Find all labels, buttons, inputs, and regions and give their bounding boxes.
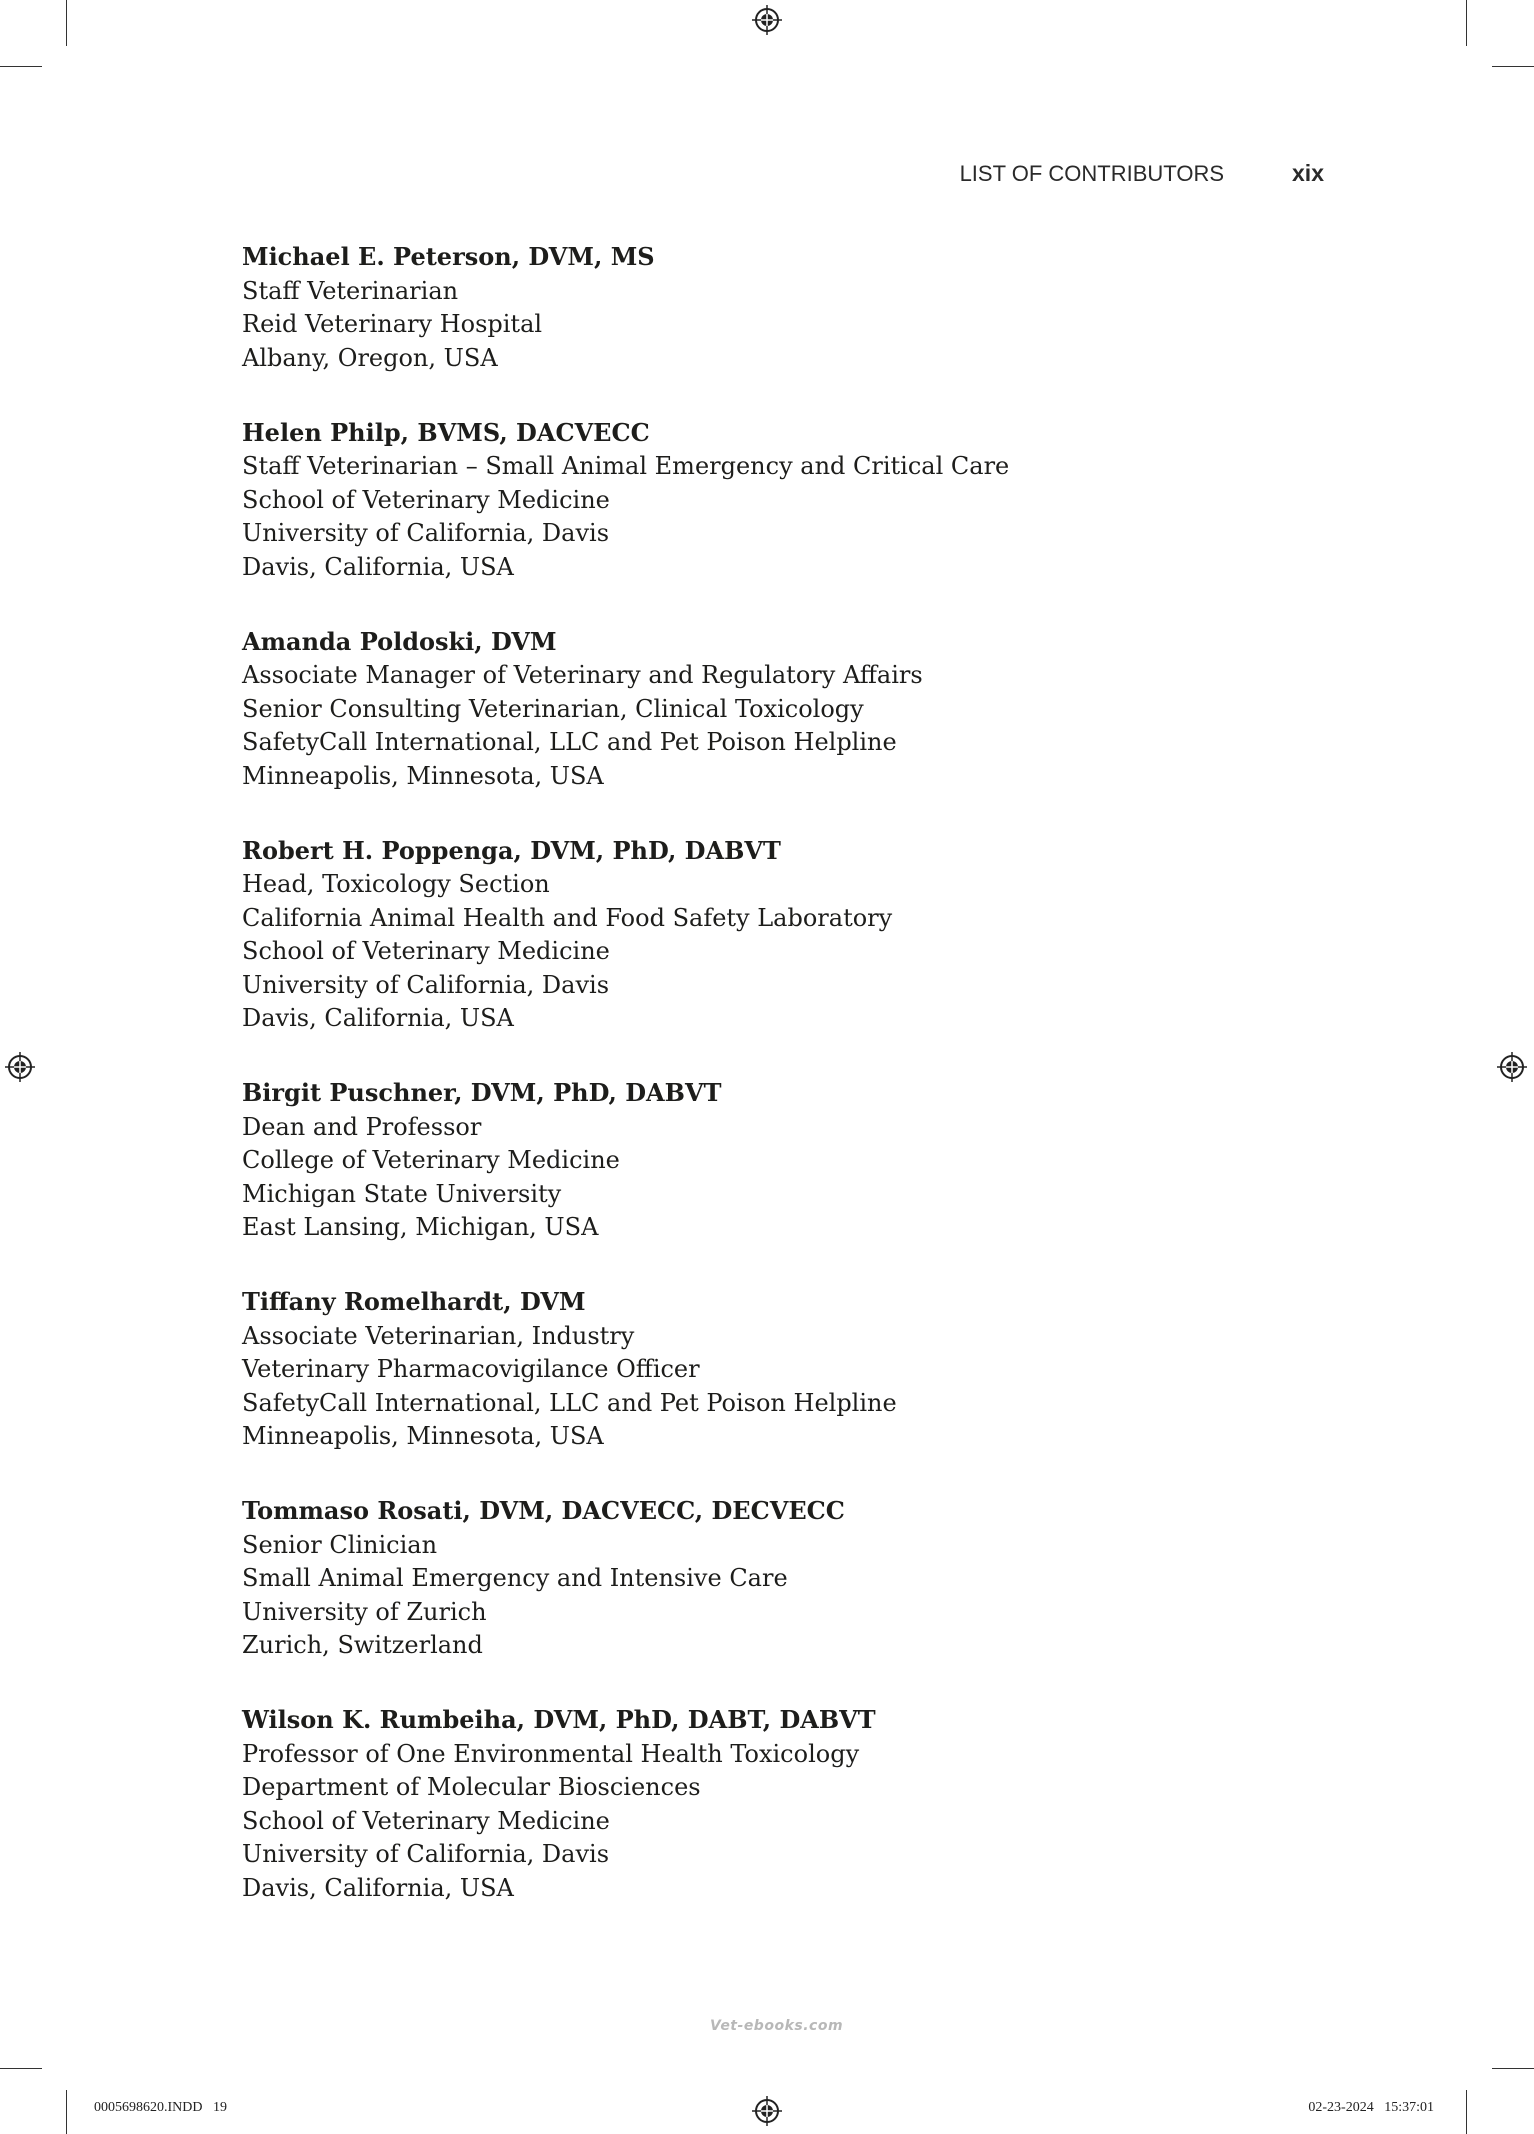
contributor-credentials: , DVM [474, 626, 557, 656]
affiliation-line: Staff Veterinarian – Small Animal Emergency and Critical Care [242, 452, 1010, 480]
contributor-credentials: , DVM, PhD, DABVT [513, 835, 781, 865]
contributor-entry [242, 1285, 1009, 1454]
affiliation-line: Associate Veterinarian, Industry [242, 1321, 635, 1350]
contributor-credentials: , BVMS, DACVECC [400, 417, 650, 447]
contributor-name: Wilson K. Rumbeiha [242, 1705, 517, 1734]
affiliation-line: SafetyCall International, LLC and Pet Poison Helpline [242, 728, 897, 756]
contributor-heading [242, 834, 1009, 869]
contributor-name: Michael E. Peterson [242, 242, 512, 271]
affiliation-line: California Animal Health and Food Safety Laboratory [242, 903, 893, 932]
crop-mark [0, 2068, 42, 2069]
contributor-credentials: , DVM, MS [511, 242, 655, 271]
slug-timestamp: 02-23-2024 15:37:01 [1308, 2100, 1434, 2115]
crop-mark [1466, 2090, 1467, 2134]
affiliation-line: Veterinary Pharmacovigilance Officer [242, 1355, 700, 1383]
affiliation-line: University of California, Davis [242, 519, 610, 547]
affiliation-line: Michigan State University [242, 1179, 562, 1208]
affiliation-line: Dean and Professor [242, 1112, 482, 1141]
affiliation-line: Reid Veterinary Hospital [242, 310, 543, 338]
affiliation-line: School of Veterinary Medicine [242, 1806, 610, 1835]
contributor-credentials: , DVM [503, 1287, 586, 1316]
affiliation-line: Professor of One Environmental Health Toxicology [242, 1739, 860, 1768]
crop-mark [0, 66, 42, 67]
affiliation-line: Associate Manager of Veterinary and Regulatory Affairs [242, 661, 923, 689]
contributor-name: Helen Philp [242, 417, 401, 447]
affiliation-line: Davis, California, USA [242, 1873, 514, 1902]
watermark: Vet-ebooks.com [710, 2018, 844, 2034]
section-title: LIST OF CONTRIBUTORS [959, 161, 1225, 186]
affiliation-line: University of Zurich [242, 1597, 487, 1626]
affiliation-line: University of California, Davis [242, 970, 610, 999]
contributor-entry [242, 1494, 1009, 1663]
affiliation-line: University of California, Davis [242, 1840, 610, 1868]
affiliation-line: Senior Clinician [242, 1530, 438, 1559]
affiliation-line: Davis, California, USA [242, 552, 514, 581]
registration-mark-icon [752, 2096, 782, 2126]
contributor-heading [242, 1494, 1009, 1529]
contributor-list [242, 240, 1009, 1946]
affiliation-line: Department of Molecular Biosciences [242, 1773, 701, 1801]
contributor-entry [242, 625, 1009, 794]
contributor-heading [242, 1076, 1009, 1111]
affiliation-line: Minneapolis, Minnesota, USA [242, 761, 604, 790]
registration-mark-icon [5, 1052, 35, 1082]
contributor-name: Amanda Poldoski [242, 626, 475, 656]
crop-mark [1492, 2068, 1534, 2069]
crop-mark [66, 2090, 67, 2134]
affiliation-line: SafetyCall International, LLC and Pet Poison Helpline [242, 1388, 897, 1417]
contributor-name: Birgit Puschner [242, 1078, 455, 1107]
registration-mark-icon [1497, 1052, 1527, 1082]
contributor-credentials: , DVM, DACVECC, DECVECC [462, 1496, 845, 1525]
running-header [960, 160, 1324, 187]
affiliation-line: Zurich, Switzerland [242, 1631, 483, 1659]
contributor-credentials: , DVM, PhD, DABVT [454, 1078, 722, 1107]
contributor-name: Tommaso Rosati [242, 1496, 463, 1525]
contributor-heading [242, 240, 1009, 275]
contributor-entry [242, 240, 1009, 375]
contributor-heading [242, 625, 1009, 660]
affiliation-line: Small Animal Emergency and Intensive Care [242, 1564, 788, 1592]
contributor-credentials: , DVM, PhD, DABT, DABVT [516, 1705, 876, 1734]
affiliation-line: Senior Consulting Veterinarian, Clinical Toxicology [242, 694, 864, 723]
affiliation-line: Staff Veterinarian [242, 276, 459, 305]
contributor-heading [242, 1703, 1009, 1738]
contributor-heading [242, 1285, 1009, 1320]
contributor-name: Tiffany Romelhardt [242, 1287, 504, 1316]
contributor-entry [242, 416, 1009, 585]
contributor-entry [242, 1076, 1009, 1245]
affiliation-line: Minneapolis, Minnesota, USA [242, 1422, 604, 1450]
slug-file: 0005698620.INDD 19 [94, 2100, 227, 2115]
contributor-name: Robert H. Poppenga [242, 835, 514, 865]
registration-mark-icon [752, 5, 782, 35]
affiliation-line: East Lansing, Michigan, USA [242, 1213, 599, 1241]
affiliation-line: Head, Toxicology Section [242, 870, 550, 898]
affiliation-line: College of Veterinary Medicine [242, 1146, 620, 1174]
crop-mark [1492, 66, 1534, 67]
crop-mark [1466, 0, 1467, 46]
contributor-entry [242, 1703, 1009, 1905]
affiliation-line: School of Veterinary Medicine [242, 937, 610, 965]
contributor-heading [242, 416, 1009, 451]
page-number: xix [1292, 160, 1324, 186]
crop-mark [66, 0, 67, 46]
affiliation-line: School of Veterinary Medicine [242, 485, 610, 514]
contributor-entry [242, 834, 1009, 1036]
affiliation-line: Davis, California, USA [242, 1004, 514, 1032]
affiliation-line: Albany, Oregon, USA [242, 343, 498, 372]
